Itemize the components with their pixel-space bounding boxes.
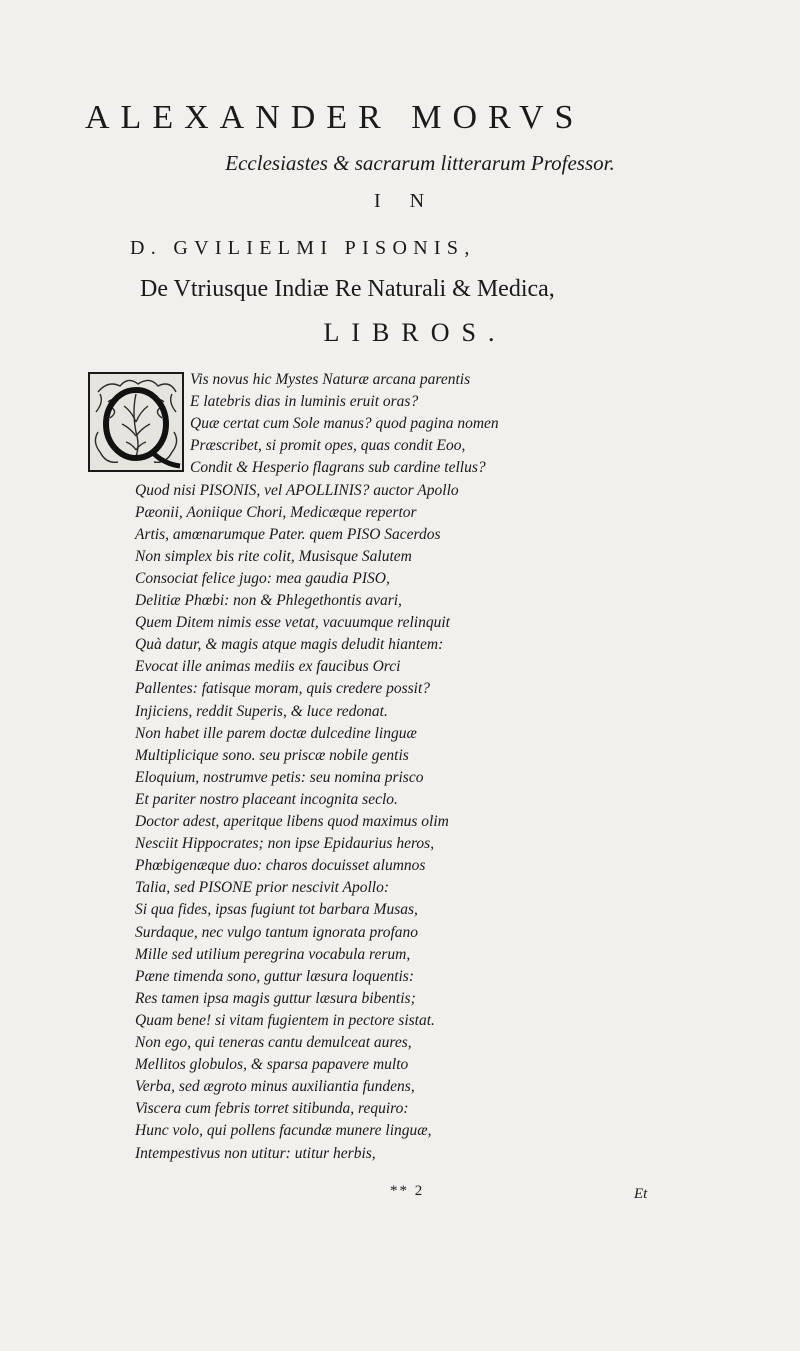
poem-line: Pæne timenda sono, guttur læsura loquentis: (135, 967, 414, 985)
poem-line: Hunc volo, qui pollens facundæ munere linguæ, (135, 1122, 432, 1140)
poem-line: Præscribet, si promit opes, quas condit Eoo, (190, 437, 466, 455)
poem-line: Consociat felice jugo: mea gaudia PISO, (135, 569, 390, 587)
poem-line: Quod nisi PISONIS, vel APOLLINIS? auctor Apollo (135, 481, 459, 499)
poem-line: Surdaque, nec vulgo tantum ignorata profano (135, 923, 418, 941)
poem-line: Mille sed utilium peregrina vocabula rerum, (135, 945, 411, 963)
poem-line: Quam bene! si vitam fugientem in pectore sistat. (135, 1011, 435, 1029)
poem-line: Nesciit Hippocrates; non ipse Epidaurius heros, (135, 835, 435, 853)
poem-line: Non ego, qui teneras cantu demulceat aures, (135, 1034, 412, 1051)
poem-line: Injiciens, reddit Superis, & luce redonat. (135, 702, 388, 720)
page-title: ALEXANDER MORVS (85, 99, 585, 136)
poem-line: Doctor adest, aperitque libens quod maximus olim (135, 813, 449, 830)
poem-line: Intempestivus non utitur: utitur herbis, (135, 1144, 376, 1162)
poem-line: Quæ certat cum Sole manus? quod pagina nomen (190, 415, 499, 433)
poem-line: Quà datur, & magis atque magis deludit hiantem: (135, 636, 444, 654)
poem-line: Viscera cum febris torret sitibunda, requiro: (135, 1100, 409, 1118)
signature-mark: ** 2 (390, 1183, 425, 1199)
poem-line: Delitiæ Phœbi: non & Phlegethontis avari, (135, 592, 402, 609)
poem-line: Non habet ille parem doctæ dulcedine linguæ (135, 724, 417, 742)
poem-line: Si qua fides, ipsas fugiunt tot barbara Musas, (135, 901, 418, 919)
poem-line: Evocat ille animas mediis ex faucibus Orci (135, 658, 401, 676)
poem-line: Pæonii, Aoniique Chori, Medicæque repertor (135, 503, 417, 521)
poem-line: Artis, amœnarumque Pater. quem PISO Sacerdos (135, 525, 441, 543)
poem-line: Verba, sed ægroto minus auxiliantia fundens, (135, 1078, 415, 1096)
poem-line: Condit & Hesperio flagrans sub cardine tellus? (190, 459, 486, 477)
poem-line: Non simplex bis rite colit, Musisque Salutem (135, 547, 412, 565)
poem-line: Multiplicique sono. seu priscæ nobile gentis (135, 746, 409, 764)
in-heading: I N (373, 190, 437, 212)
poem-line: Pallentes: fatisque moram, quis credere possit? (135, 680, 431, 698)
poem-line: Eloquium, nostrumve petis: seu nomina prisco (135, 768, 424, 786)
author-subtitle: Ecclesiastes & sacrarum litterarum Professor. (225, 151, 615, 175)
poem-line: Phœbigenæque duo: charos docuisset alumnos (135, 857, 426, 875)
poem-line: Mellitos globulos, & sparsa papavere multo (135, 1056, 409, 1074)
poem-line: E latebris dias in luminis eruit oras? (190, 393, 419, 411)
dedicatee-name: D. GVILIELMI PISONIS, (130, 237, 476, 259)
poem-line: Res tamen ipsa magis guttur læsura bibentis; (135, 989, 416, 1007)
poem-line: Et pariter nostro placeant incognita seclo. (135, 790, 398, 808)
catchword: Et (634, 1186, 648, 1202)
poem-line: Talia, sed PISONE prior nescivit Apollo: (135, 879, 390, 897)
poem-line: Quem Ditem nimis esse vetat, vacuumque relinquit (135, 614, 450, 632)
poem-line: Vis novus hic Mystes Naturæ arcana parentis (190, 371, 471, 388)
libros-heading: LIBROS. (323, 318, 507, 347)
work-title: De Vtriusque Indiæ Re Naturali & Medica, (140, 276, 555, 302)
